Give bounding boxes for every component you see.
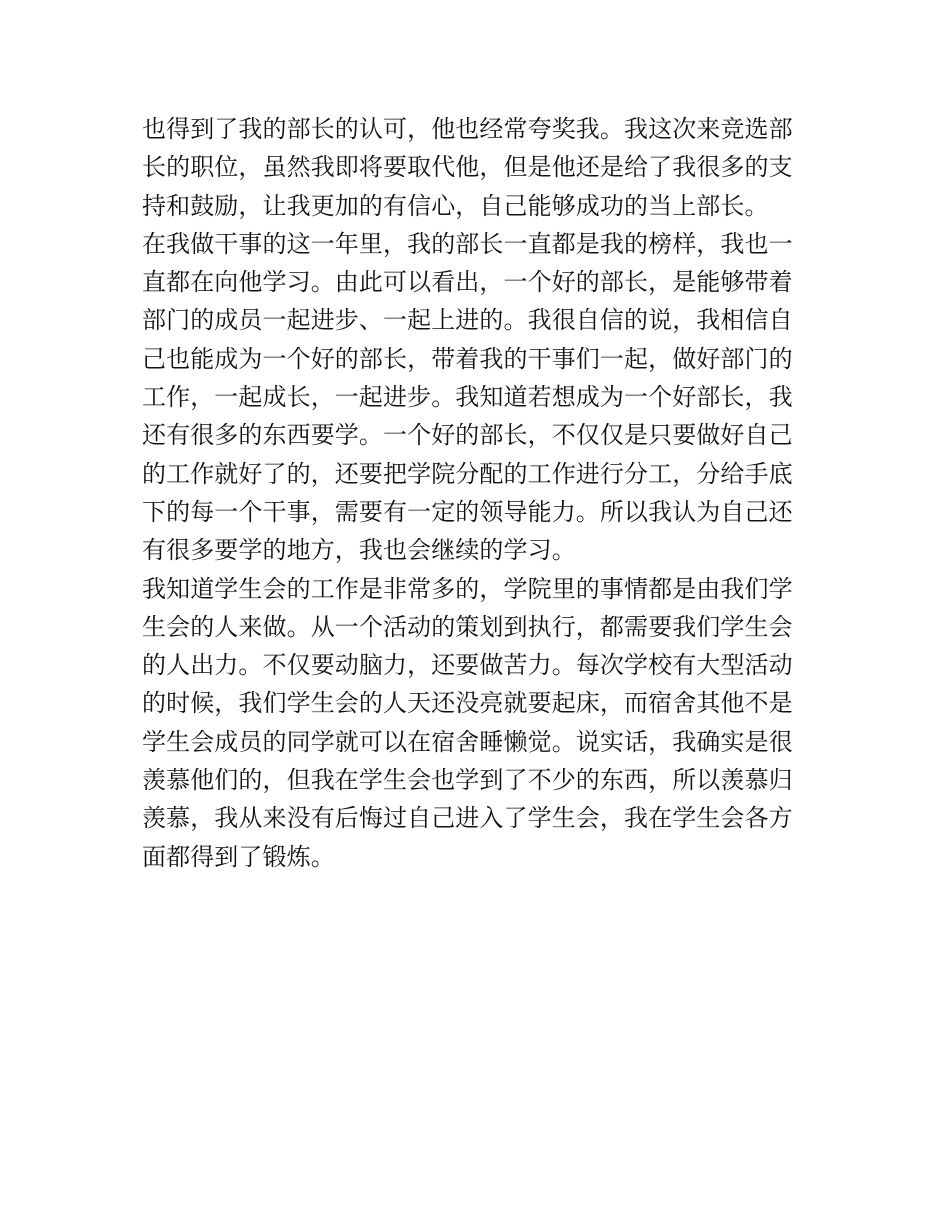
body-text bbox=[142, 110, 814, 876]
text-line: 也得到了我的部长的认可，他也经常夸奖我。我这次来竞选部 bbox=[142, 115, 793, 143]
text-line: 我知道学生会的工作是非常多的，学院里的事情都是由我们学 bbox=[142, 574, 793, 603]
text-line: 羡慕他们的，但我在学生会也学到了不少的东西，所以羡慕归 bbox=[142, 766, 793, 795]
text-line: 的工作就好了的，还要把学院分配的工作进行分工，分给手底 bbox=[142, 459, 793, 488]
text-line: 羡慕，我从来没有后悔过自己进入了学生会，我在学生会各方 bbox=[142, 804, 793, 833]
text-line: 长的职位，虽然我即将要取代他，但是他还是给了我很多的支 bbox=[142, 153, 793, 182]
text-line: 有很多要学的地方，我也会继续的学习。 bbox=[142, 536, 576, 565]
text-line: 还有很多的东西要学。一个好的部长，不仅仅是只要做好自己 bbox=[142, 421, 793, 450]
text-line: 部门的成员一起进步、一起上进的。我很自信的说，我相信自 bbox=[142, 306, 793, 335]
text-line: 己也能成为一个好的部长，带着我的干事们一起，做好部门的 bbox=[142, 344, 793, 373]
text-line: 生会的人来做。从一个活动的策划到执行，都需要我们学生会 bbox=[142, 612, 793, 641]
text-line: 直都在向他学习。由此可以看出，一个好的部长，是能够带着 bbox=[142, 268, 793, 297]
text-line: 面都得到了锻炼。 bbox=[142, 842, 335, 871]
text-line: 工作，一起成长，一起进步。我知道若想成为一个好部长，我 bbox=[142, 383, 793, 412]
text-line: 持和鼓励，让我更加的有信心，自己能够成功的当上部长。 bbox=[142, 191, 769, 220]
text-line: 下的每一个干事，需要有一定的领导能力。所以我认为自己还 bbox=[142, 497, 793, 526]
text-line: 的人出力。不仅要动脑力，还要做苦力。每次学校有大型活动 bbox=[142, 651, 793, 680]
text-line: 在我做干事的这一年里，我的部长一直都是我的榜样，我也一 bbox=[142, 229, 793, 258]
text-line: 学生会成员的同学就可以在宿舍睡懒觉。说实话，我确实是很 bbox=[142, 727, 793, 756]
text-line: 的时候，我们学生会的人天还没亮就要起床，而宿舍其他不是 bbox=[142, 689, 793, 718]
